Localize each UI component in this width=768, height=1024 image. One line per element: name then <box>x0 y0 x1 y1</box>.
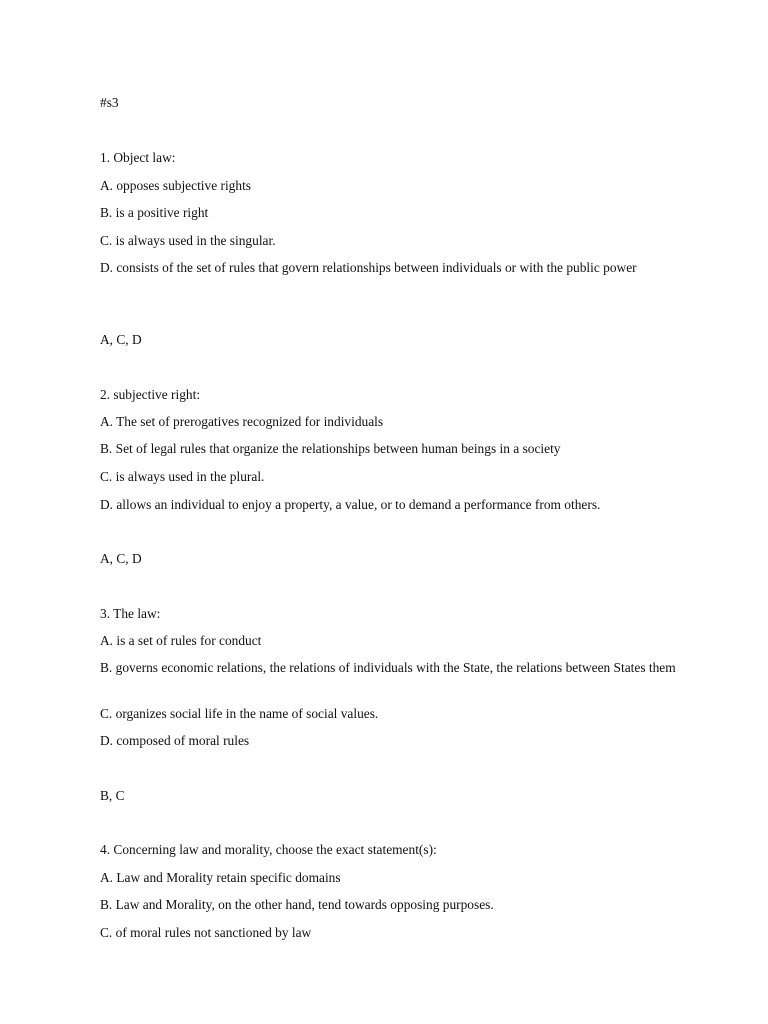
document-header: #s3 <box>100 95 119 110</box>
question-3-option-d: D. composed of moral rules <box>100 733 250 748</box>
question-1-answer: A, C, D <box>100 332 142 347</box>
question-2-answer: A, C, D <box>100 551 142 566</box>
question-3-option-b: B. governs economic relations, the relations of individuals with the State, the relations between States them <box>100 660 676 675</box>
question-3-stem: 3. The law: <box>100 606 161 621</box>
question-4-stem: 4. Concerning law and morality, choose the exact statement(s): <box>100 842 437 857</box>
question-4-option-c: C. of moral rules not sanctioned by law <box>100 925 312 940</box>
question-3-option-c: C. organizes social life in the name of social values. <box>100 706 379 721</box>
question-1-option-b: B. is a positive right <box>100 205 209 220</box>
question-1-stem: 1. Object law: <box>100 150 176 165</box>
question-2-option-d: D. allows an individual to enjoy a property, a value, or to demand a performance from others. <box>100 497 601 512</box>
question-2-option-a: A. The set of prerogatives recognized for individuals <box>100 414 384 429</box>
question-4-option-a: A. Law and Morality retain specific domains <box>100 870 341 885</box>
question-2-option-b: B. Set of legal rules that organize the relationships between human beings in a society <box>100 441 561 456</box>
question-3-option-a: A. is a set of rules for conduct <box>100 633 262 648</box>
question-1-option-a: A. opposes subjective rights <box>100 178 251 193</box>
question-2-option-c: C. is always used in the plural. <box>100 469 265 484</box>
question-1-option-d: D. consists of the set of rules that govern relationships between individuals or with the public power <box>100 260 637 275</box>
question-2-stem: 2. subjective right: <box>100 387 201 402</box>
question-4-option-b: B. Law and Morality, on the other hand, tend towards opposing purposes. <box>100 897 494 912</box>
question-3-answer: B, C <box>100 788 125 803</box>
question-1-option-c: C. is always used in the singular. <box>100 233 276 248</box>
